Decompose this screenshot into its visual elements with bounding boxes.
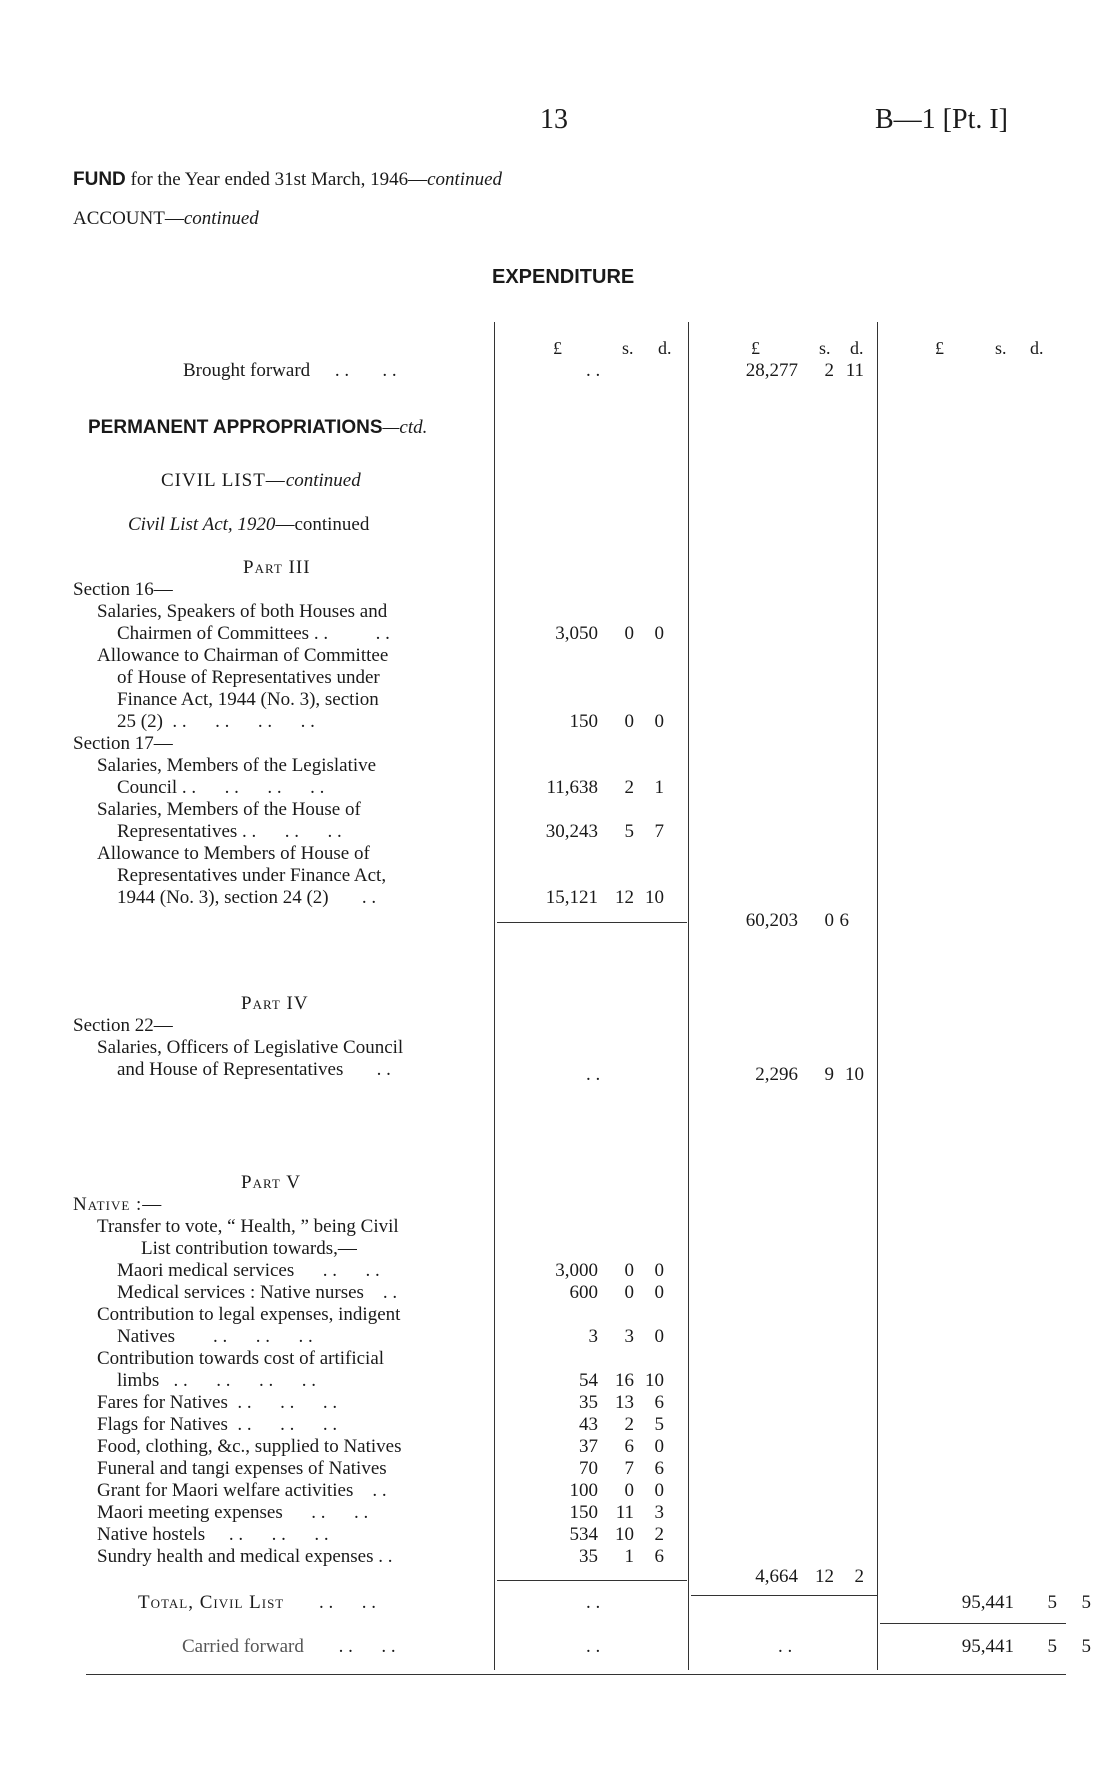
part-5-label-5-line-1: Fares for Natives . . . . . . [97,1392,338,1413]
part-3-item-1-pounds: 3,050 [555,623,598,644]
part-5-item-1-shillings: 0 [624,1260,634,1281]
section-22-label: Section 22— [73,1015,173,1036]
fund-line-continued: continued [427,169,503,190]
account-continued: continued [183,208,259,229]
part-5-total-pounds: 4,664 [755,1566,798,1587]
part-3-item-2-pounds: 150 [569,711,598,732]
civil-list-text: CIVIL LIST— [161,470,286,491]
col1-d-header: d. [658,338,672,358]
part-3-label-2-line-1: Allowance to Chairman of Committee [97,645,389,666]
carried-forward-shillings: 5 [1047,1636,1057,1657]
part-5-subtotal-rule [497,1580,687,1581]
brought-forward-pence: 11 [845,360,864,381]
part-5-item-11-pounds: 534 [569,1524,598,1545]
permanent-appropriations-text: PERMANENT APPROPRIATIONS [88,417,383,438]
transfer-line-2: List contribution towards,— [141,1238,357,1259]
part-3-item-5-pence: 10 [645,887,664,908]
part-3-item-1-shillings: 0 [624,623,634,644]
carried-forward-pounds: 95,441 [961,1636,1014,1657]
part-5-label-10-line-1: Maori meeting expenses . . . . [97,1502,369,1523]
brought-forward-leaders: . . . . [334,360,397,381]
part-3-label-1-line-2: Chairmen of Committees . . . . [117,623,390,644]
part-3-item-4-pence: 7 [654,821,664,842]
page-number: 13 [540,104,568,135]
part-3-item-5-shillings: 12 [615,887,634,908]
part-4-line-2: and House of Representatives . . [117,1059,391,1080]
part-5-label-2-line-1: Medical services : Native nurses . . [117,1282,398,1303]
col3-s-header: s. [995,338,1007,358]
part-5-item-6-pounds: 43 [579,1414,598,1435]
part-3-item-3-pence: 1 [654,777,664,798]
brought-forward-label [183,360,397,382]
permanent-appropriations-heading [88,416,427,439]
part-5-item-3-shillings: 3 [624,1326,634,1347]
part-5-item-6-pence: 5 [654,1414,664,1435]
total-civil-list-shillings: 5 [1047,1592,1057,1613]
part-3-label-3-line-2: Council . . . . . . . . [117,777,325,798]
part-3-total-shillings: 0 [824,910,834,931]
part-3-item-5-pounds: 15,121 [545,887,598,908]
col1-s-header: s. [622,338,634,358]
section-16-label: Section 16— [73,579,173,600]
part-5-item-7-pence: 0 [654,1436,664,1457]
part-5-item-7-pounds: 37 [579,1436,598,1457]
part-5-label-6-line-1: Flags for Natives . . . . . . [97,1414,338,1435]
civil-list-continued: continued [285,470,361,491]
total-civil-list-text: Total, Civil List [138,1592,285,1613]
part-5-item-5-pence: 6 [654,1392,664,1413]
fund-line [73,168,502,191]
part-5-item-12-pounds: 35 [579,1546,598,1567]
part-4-total-shillings: 9 [824,1064,834,1085]
part-5-label-4-line-2: limbs . . . . . . . . [117,1370,316,1391]
fund-word: FUND [73,169,126,190]
part-5-label-12-line-1: Sundry health and medical expenses . . [97,1546,393,1567]
part-5-item-11-shillings: 10 [615,1524,634,1545]
part-5-label-4-line-1: Contribution towards cost of artificial [97,1348,385,1369]
civil-list-heading [161,470,361,492]
permanent-appropriations-ctd: —ctd. [382,417,428,438]
total-civil-list-pounds: 95,441 [961,1592,1014,1613]
col1-pound-header: £ [553,338,562,358]
part-3-total-pence: 6 [839,910,849,931]
part-5-total-shillings: 12 [815,1566,834,1587]
carried-forward-pence: 5 [1081,1636,1091,1657]
act-continued: —continued [275,514,370,535]
part-5-item-8-pence: 6 [654,1458,664,1479]
part-5-item-1-pence: 0 [654,1260,664,1281]
part-3-label-2-line-2: of House of Representatives under [117,667,380,688]
part-3-item-2-shillings: 0 [624,711,634,732]
part-4-total-pence: 10 [845,1064,864,1085]
part-5-item-10-pounds: 150 [569,1502,598,1523]
part-5-label-9-line-1: Grant for Maori welfare activities . . [97,1480,387,1501]
part-5-item-1-pounds: 3,000 [555,1260,598,1281]
col3-pound-header: £ [935,338,944,358]
part-5-item-11-pence: 2 [654,1524,664,1545]
part-5-item-9-pence: 0 [654,1480,664,1501]
carried-forward-leaders: . . . . [338,1636,396,1657]
carried-forward-rule [880,1623,1066,1624]
total-civil-list-col1: . . [586,1592,601,1613]
part-3-item-4-shillings: 5 [624,821,634,842]
part-5-item-9-shillings: 0 [624,1480,634,1501]
brought-forward-pounds: 28,277 [745,360,798,381]
part-5-label-8-line-1: Funeral and tangi expenses of Natives [97,1458,387,1479]
part-5-item-4-shillings: 16 [615,1370,634,1391]
act-heading [128,514,369,536]
brought-forward-col1: . . [586,360,601,381]
part-5-item-8-pounds: 70 [579,1458,598,1479]
account-word: ACCOUNT— [73,208,184,229]
part-3-item-3-shillings: 2 [624,777,634,798]
part-5-label-7-line-1: Food, clothing, &c., supplied to Natives [97,1436,402,1457]
part-5-item-12-pence: 6 [654,1546,664,1567]
carried-forward-col1: . . [586,1636,601,1657]
part-3-label-2-line-4: 25 (2) . . . . . . . . [117,711,315,732]
total-civil-list-pence: 5 [1081,1592,1091,1613]
civil-list-total-rule [691,1595,877,1596]
part-5-item-3-pounds: 3 [588,1326,598,1347]
col2-d-header: d. [850,338,864,358]
part-4-line-1: Salaries, Officers of Legislative Council [97,1037,404,1058]
part-5-item-2-pence: 0 [654,1282,664,1303]
expenditure-title: EXPENDITURE [492,266,635,288]
part-5-item-10-pence: 3 [654,1502,664,1523]
part-4-heading: Part IV [241,993,309,1014]
transfer-line-1: Transfer to vote, “ Health, ” being Civil [97,1216,399,1237]
brought-forward-shillings: 2 [824,360,834,381]
part-5-item-12-shillings: 1 [624,1546,634,1567]
part-5-item-10-shillings: 11 [615,1502,634,1523]
part-3-item-2-pence: 0 [654,711,664,732]
column-rule-2 [688,322,689,1670]
part-5-item-7-shillings: 6 [624,1436,634,1457]
col2-pound-header: £ [751,338,760,358]
part-3-subtotal-rule [497,922,687,923]
section-17-label: Section 17— [73,733,173,754]
column-rule-3 [877,322,878,1670]
part-3-label-5-line-1: Allowance to Members of House of [97,843,370,864]
part-5-label-3-line-2: Natives . . . . . . [117,1326,313,1347]
part-3-item-1-pence: 0 [654,623,664,644]
total-civil-list-leaders: . . . . [319,1592,376,1613]
part-3-label-2-line-3: Finance Act, 1944 (No. 3), section [117,689,379,710]
part-3-total-pounds: 60,203 [745,910,798,931]
part-5-item-4-pounds: 54 [579,1370,598,1391]
col3-d-header: d. [1030,338,1044,358]
part-4-total-pounds: 2,296 [755,1064,798,1085]
part-5-item-3-pence: 0 [654,1326,664,1347]
part-5-item-4-pence: 10 [645,1370,664,1391]
brought-forward-text: Brought forward [183,360,311,381]
total-civil-list-label [138,1592,376,1614]
part-5-item-6-shillings: 2 [624,1414,634,1435]
part-5-label-1-line-1: Maori medical services . . . . [117,1260,380,1281]
part-3-item-4-pounds: 30,243 [545,821,598,842]
part-3-label-5-line-2: Representatives under Finance Act, [117,865,387,886]
part-5-item-8-shillings: 7 [624,1458,634,1479]
col2-s-header: s. [819,338,831,358]
carried-forward-text: Carried forward [182,1636,304,1657]
part-3-label-3-line-1: Salaries, Members of the Legislative [97,755,377,776]
part-5-item-9-pounds: 100 [569,1480,598,1501]
part-3-item-3-pounds: 11,638 [546,777,598,798]
part-3-label-4-line-2: Representatives . . . . . . [117,821,342,842]
document-reference: B—1 [Pt. I] [875,104,1008,135]
native-label: Native :— [73,1194,163,1215]
part-3-label-5-line-3: 1944 (No. 3), section 24 (2) . . [117,887,377,908]
part-3-label-1-line-1: Salaries, Speakers of both Houses and [97,601,388,622]
part-5-item-2-shillings: 0 [624,1282,634,1303]
carried-forward-col2: . . [778,1636,793,1657]
part-5-heading: Part V [241,1172,301,1193]
part-4-col1: . . [586,1064,601,1085]
act-name: Civil List Act, 1920 [128,514,276,535]
part-5-item-5-shillings: 13 [615,1392,634,1413]
part-5-label-11-line-1: Native hostels . . . . . . [97,1524,329,1545]
part-3-label-4-line-1: Salaries, Members of the House of [97,799,361,820]
page-bottom-rule [86,1674,1066,1675]
column-rule-1 [494,322,495,1670]
part-5-item-2-pounds: 600 [569,1282,598,1303]
part-5-item-5-pounds: 35 [579,1392,598,1413]
part-3-heading: Part III [243,557,311,578]
part-5-total-pence: 2 [854,1566,864,1587]
carried-forward-label [182,1636,396,1658]
account-line [73,208,259,230]
part-5-label-3-line-1: Contribution to legal expenses, indigent [97,1304,401,1325]
fund-line-text: for the Year ended 31st March, 1946— [125,169,428,190]
